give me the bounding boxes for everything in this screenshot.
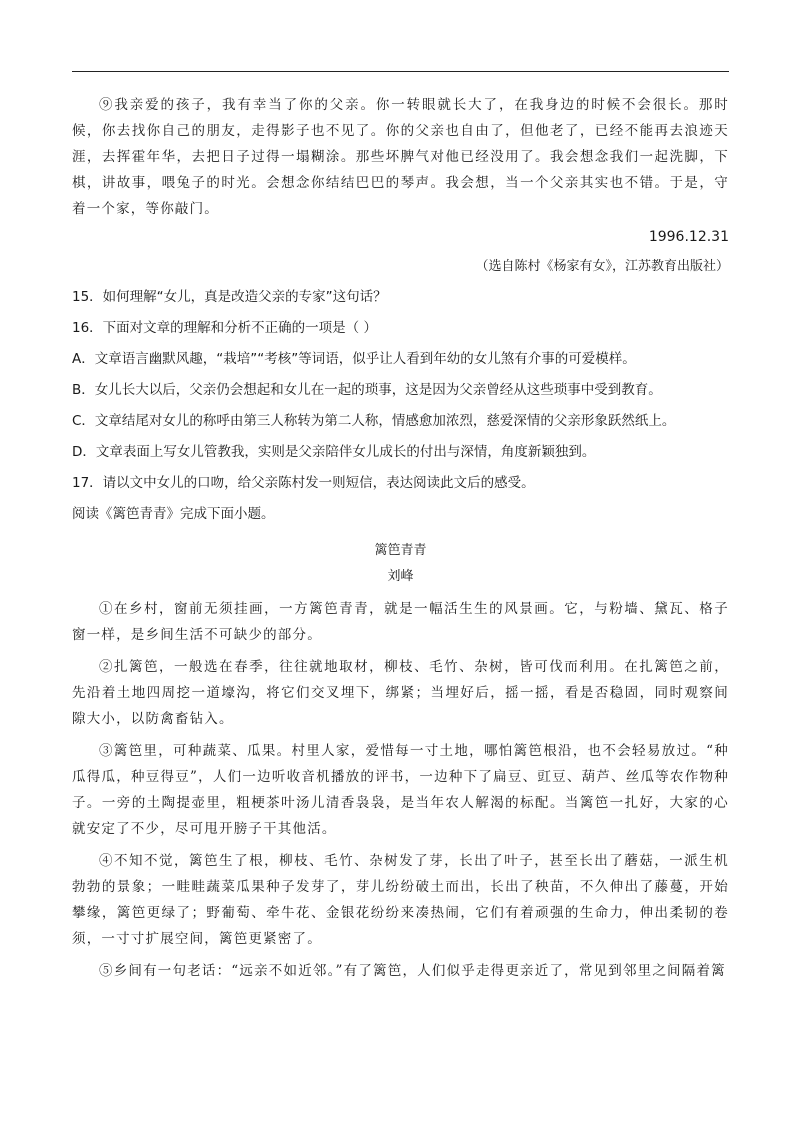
question-16-option-c: C．文章结尾对女儿的称呼由第三人称转为第二人称，情感愈加浓烈，慈爱深情的父亲形象跃然纸上。	[72, 413, 676, 429]
header-rule	[72, 71, 729, 72]
passage2-paragraph-1: ①在乡村，窗前无须挂画，一方篱笆青青，就是一幅活生生的风景画。它，与粉墙、黛瓦、格子窗一样，是乡间生活不可缺少的部分。	[72, 601, 729, 643]
passage1-paragraph-9: ⑨我亲爱的孩子，我有幸当了你的父亲。你一转眼就长大了，在我身边的时候不会很长。那时候，你去找你自己的朋友，走得影子也不见了。你的父亲也自由了，但他老了，已经不能再去浪迹天涯，去挥霍年华，去把日子过得一塌糊涂。那些坏脾气对他已经没用了。我会想念我们一起洗脚，下棋，讲故事，喂兔子的时光。会想念你结结巴巴的琴声。我会想，当一个父亲其实也不错。于是，守着一个家，等你敲门。	[72, 97, 729, 217]
question-15: 15．如何理解“女儿，真是改造父亲的专家”这句话？	[72, 289, 387, 305]
passage1-date: 1996.12.31	[648, 229, 729, 245]
question-16: 16．下面对文章的理解和分析不正确的一项是（ ）	[72, 320, 377, 336]
passage2-paragraph-2: ②扎篱笆，一般选在春季，往往就地取材，柳枝、毛竹、杂树，皆可伐而利用。在扎篱笆之前，先沿着土地四周挖一道壕沟，将它们交叉埋下，绑紧；当埋好后，摇一摇，看是否稳固，同时观察间隙大小，以防禽畜钻入。	[72, 659, 729, 727]
passage2-paragraph-3: ③篱笆里，可种蔬菜、瓜果。村里人家，爱惜每一寸土地，哪怕篱笆根沿，也不会轻易放过。“种瓜得瓜，种豆得豆”，人们一边听收音机播放的评书，一边种下了扁豆、豇豆、葫芦、丝瓜等农作物种子。一旁的土陶提壶里，粗梗茶叶汤儿清香袅袅，是当年农人解渴的标配。当篱笆一扎好，大家的心就安定了不少，尽可甩开膀子干其他活。	[72, 743, 729, 837]
page-content	[72, 92, 729, 984]
passage2-title: 篱笆青青	[374, 543, 427, 558]
passage2-paragraph-5: ⑤乡间有一句老话：“远亲不如近邻。”有了篱笆，人们似乎走得更亲近了，常见到邻里之间隔着篱	[99, 963, 726, 979]
passage2-author: 刘峰	[387, 569, 414, 584]
question-16-option-b: B．女儿长大以后，父亲仍会想起和女儿在一起的琐事，这是因为父亲曾经从这些琐事中受到教育。	[72, 382, 662, 398]
question-16-option-d: D．文章表面上写女儿管教我，实则是父亲陪伴女儿成长的付出与深情，角度新颖独到。	[72, 444, 596, 460]
question-16-option-a: A．文章语言幽默风趣，“栽培”“考核”等词语，似乎让人看到年幼的女儿煞有介事的可爱模样。	[72, 351, 636, 367]
passage2-paragraph-4: ④不知不觉，篱笆生了根，柳枝、毛竹、杂树发了芽，长出了叶子，甚至长出了蘑菇，一派生机勃勃的景象；一畦畦蔬菜瓜果种子发芽了，芽儿纷纷破土而出，长出了秧苗，不久伸出了藤蔓，开始攀缘，篱笆更绿了；野葡萄、牵牛花、金银花纷纷来凑热闹，它们有着顽强的生命力，伸出柔韧的卷须，一寸寸扩展空间，篱笆更紧密了。	[72, 853, 729, 947]
passage1-source: （选自陈村《杨家有女》，江苏教育出版社）	[475, 259, 729, 274]
reading-instruction: 阅读《篱笆青青》完成下面小题。	[72, 506, 275, 522]
question-17: 17．请以文中女儿的口吻，给父亲陈村发一则短信，表达阅读此文后的感受。	[72, 475, 535, 491]
